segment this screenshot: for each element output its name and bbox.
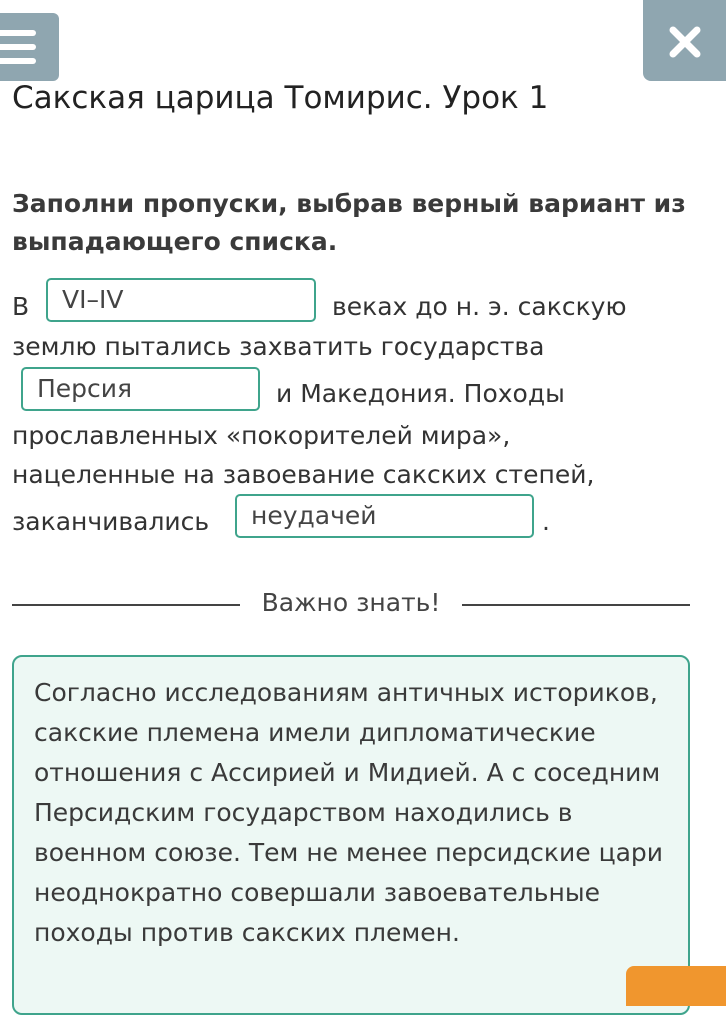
task-text-part8: . [542,507,550,536]
task-text-part2: веках до н. э. сакскую [332,292,627,321]
task-text-part1: В [12,292,30,321]
hamburger-icon-bar [0,58,36,64]
important-text: Согласно исследованиям античных историков, сакские племена имели дипломатические отношения с Ассирией и Мидией. А с соседним Персидским государством находились в военном союзе. Тем не менее персидские цари неоднократно совершали завоевательные походы против сакских племен. [34,678,664,947]
task-text-part4: и Македония. Походы [276,379,565,408]
hamburger-icon-bar [0,44,36,50]
close-icon [669,26,701,58]
important-label: Важно знать! [261,588,441,617]
important-info-box [12,655,690,1015]
task-text-part5: прославленных «покорителей мира», [12,421,511,450]
task-text-part3: землю пытались захватить государства [12,332,545,361]
state-dropdown[interactable]: Персия [21,367,260,411]
menu-button[interactable] [0,13,59,81]
close-button[interactable] [643,0,726,81]
next-button[interactable] [626,966,726,1006]
outcome-dropdown[interactable]: неудачей [235,494,534,538]
divider-left [12,604,240,606]
divider-right [462,604,690,606]
page-title: Сакская царица Томирис. Урок 1 [12,80,549,116]
task-text-part7: заканчивались [12,507,210,536]
task-text-part6: нацеленные на завоевание сакских степей, [12,460,595,489]
hamburger-icon [0,30,36,36]
century-dropdown[interactable]: VI–IV [46,278,316,322]
task-instruction: Заполни пропуски, выбрав верный вариант из выпадающего списка. [12,189,686,256]
